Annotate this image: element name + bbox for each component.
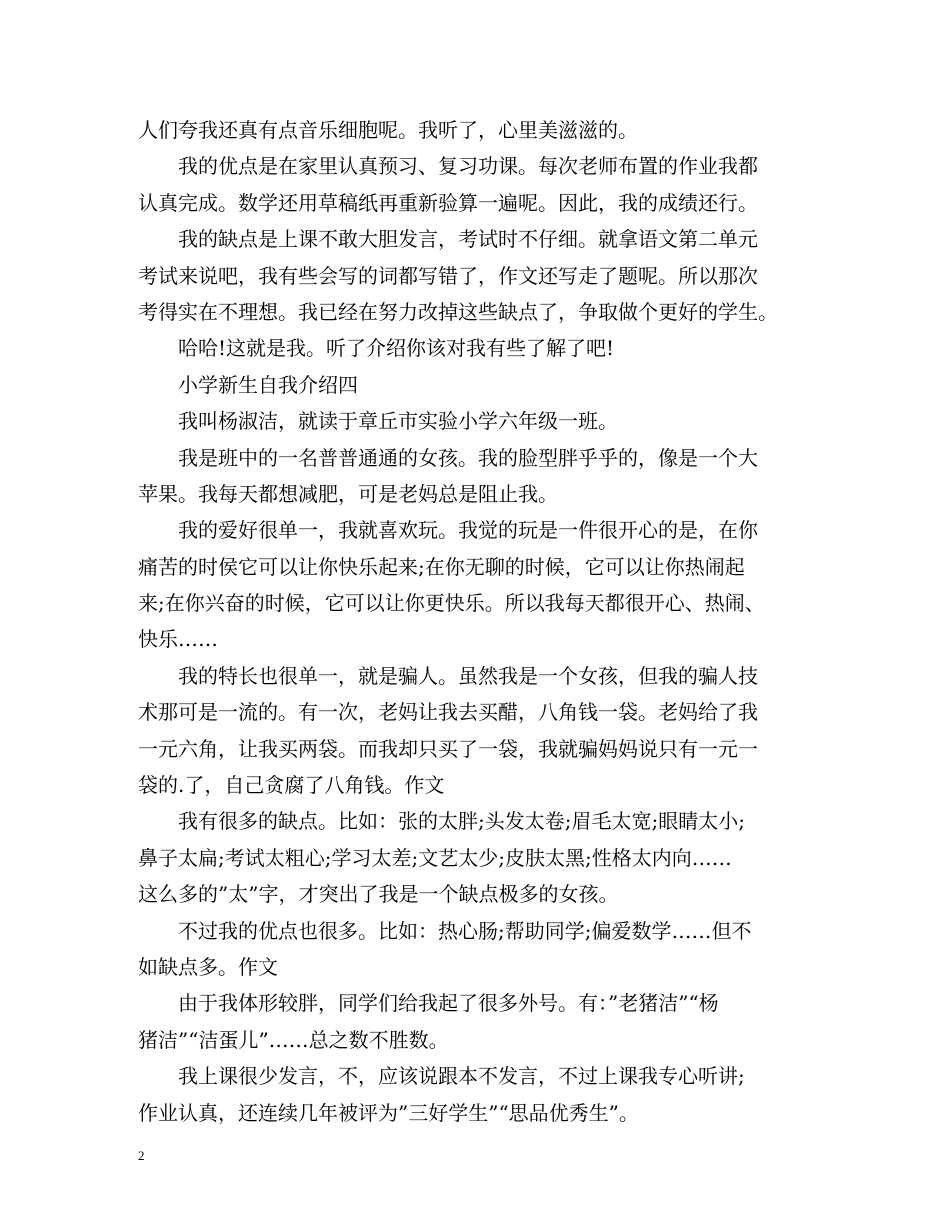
text-line: 由于我体形较胖，同学们给我起了很多外号。有：”老猪洁”“杨 (178, 991, 719, 1016)
text-line: 我的爱好很单一，我就喜欢玩。我觉的玩是一件很开心的是，在你 (178, 518, 758, 543)
text-line: 这么多的”太”字，才突出了我是一个缺点极多的女孩。 (138, 882, 619, 907)
text-line: 猪洁”“洁蛋儿”……总之数不胜数。 (138, 1027, 449, 1052)
text-line: 一元六角，让我买两袋。而我却只买了一袋，我就骗妈妈说只有一元一 (138, 736, 758, 761)
text-line: 鼻子太扁;考试太粗心;学习太差;文艺太少;皮肤太黑;性格太内向…… (138, 845, 732, 870)
text-line: 我的特长也很单一，就是骗人。虽然我是一个女孩，但我的骗人技 (178, 663, 758, 688)
text-line: 来;在你兴奋的时候，它可以让你更快乐。所以我每天都很开心、热闹、 (138, 591, 765, 616)
text-line: 我的优点是在家里认真预习、复习功课。每次老师布置的作业我都 (178, 154, 758, 179)
text-line: 袋的.了，自己贪腐了八角钱。作文 (138, 773, 445, 798)
text-line: 痛苦的时侯它可以让你快乐起来;在你无聊的时候，它可以让你热闹起 (138, 554, 745, 579)
text-line: 苹果。我每天都想减肥，可是老妈总是阻止我。 (138, 481, 558, 506)
text-line: 我有很多的缺点。比如：张的太胖;头发太卷;眉毛太宽;眼睛太小; (178, 809, 745, 834)
text-line: 如缺点多。作文 (138, 954, 278, 979)
text-line: 小学新生自我介绍四 (178, 372, 358, 397)
text-line: 我叫杨淑洁，就读于章丘市实验小学六年级一班。 (178, 409, 618, 434)
text-line: 术那可是一流的。有一次，老妈让我去买醋，八角钱一袋。老妈给了我 (138, 700, 758, 725)
text-line: 认真完成。数学还用草稿纸再重新验算一遍呢。因此，我的成绩还行。 (138, 190, 758, 215)
document-body (138, 112, 828, 1131)
text-line: 我是班中的一名普普通通的女孩。我的脸型胖乎乎的，像是一个大 (178, 445, 758, 470)
text-line: 考试来说吧，我有些会写的词都写错了，作文还写走了题呢。所以那次 (138, 263, 758, 288)
page-number: 2 (138, 1148, 145, 1163)
text-line: 我的缺点是上课不敢大胆发言，考试时不仔细。就拿语文第二单元 (178, 227, 758, 252)
text-line: 作业认真，还连续几年被评为”三好学生”“思品优秀生”。 (138, 1100, 639, 1125)
text-line: 不过我的优点也很多。比如：热心肠;帮助同学;偏爱数学……但不 (178, 918, 752, 943)
text-line: 哈哈!这就是我。听了介绍你该对我有些了解了吧! (178, 336, 615, 361)
text-line: 我上课很少发言，不，应该说跟本不发言，不过上课我专心听讲; (178, 1064, 745, 1089)
text-line: 考得实在不理想。我已经在努力改掉这些缺点了，争取做个更好的学生。 (138, 299, 778, 324)
text-line: 快乐…… (138, 627, 218, 652)
text-line: 人们夸我还真有点音乐细胞呢。我听了，心里美滋滋的。 (138, 118, 638, 142)
